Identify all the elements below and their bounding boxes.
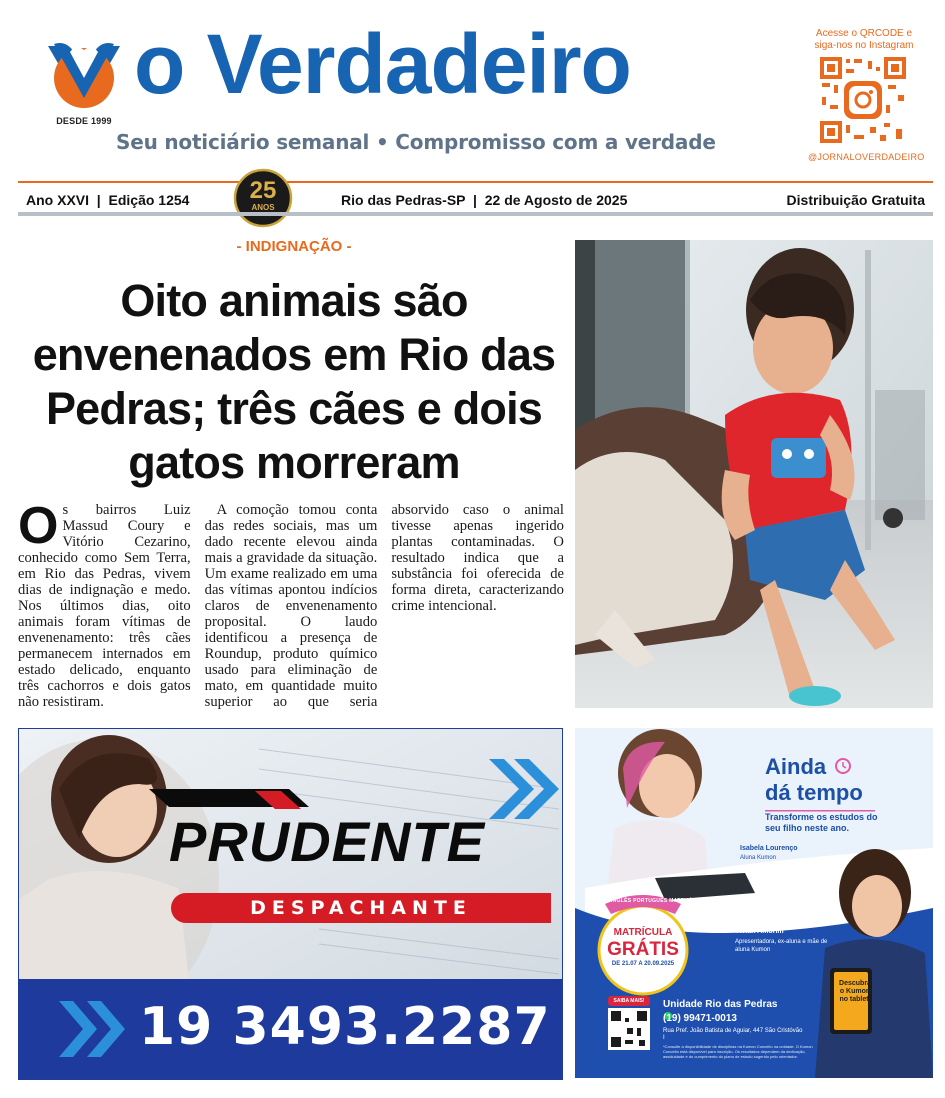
- location-separator: |: [469, 192, 485, 208]
- masthead: [0, 0, 945, 175]
- article-headline[interactable]: Oito animais são envenenados em Rio das Pedras; três cães e dois gatos morreram: [32, 275, 556, 488]
- kumon-saiba-mais[interactable]: SAIBA MAIS!: [608, 996, 650, 1006]
- drop-cap: O: [18, 502, 59, 555]
- edition-separator: |: [92, 192, 109, 208]
- child-with-dog-photo[interactable]: [575, 240, 933, 708]
- article-paragraph-2: A comoção tomou conta das redes sociais, mas um dado recente elevou ainda mais a gravidade da situação. Um exame realizado em uma das vítimas apontou indícios claros de envenenamento proposital. O laudo identificou a presença de Roundup, produto químico usado para eliminação de mato, em quantidade muito superior ao que seria absorvido caso o animal tivesse apenas ingerido plantas contaminadas. O resultado indica que a substância foi oferecida de forma direta, caracterizando crime intencional.: [204, 502, 564, 710]
- ad-phone-band: [19, 979, 562, 1079]
- edition-year: Ano XXVI: [26, 192, 90, 208]
- kumon-title-line1: Ainda: [765, 754, 827, 779]
- kumon-ad[interactable]: [575, 728, 933, 1078]
- edition-location: Rio das Pedras-SP: [341, 192, 466, 208]
- anniversary-badge-icon: [226, 168, 300, 228]
- kumon-subjects: INGLÊS PORTUGUÊS MATEMÁTICA: [611, 898, 706, 904]
- article-kicker: - INDIGNAÇÃO -: [236, 238, 352, 255]
- edition-info: [26, 192, 189, 208]
- kumon-phone[interactable]: (19) 99471-0013: [663, 1013, 737, 1024]
- kumon-presenter-name: Vivian Amorim: [735, 928, 784, 935]
- instagram-qr-code-icon[interactable]: [818, 55, 908, 145]
- badge-word: ANOS: [251, 203, 275, 212]
- edition-bar-bottom-rule: [18, 212, 933, 216]
- since-label: DESDE 1999: [56, 116, 112, 126]
- article-paragraph-1: s bairros Luiz Massud Coury e Vitório Cezarino, conhecido como Sem Terra, em Rio das Pedras, vivem dias de indignação e medo. Nos últimos dias, oito animais foram vítimas de envenenamento: três cães permanecem internados em estado delicado, enquanto três cachorros e dois gatos não resistiram.: [18, 502, 191, 710]
- kumon-title-line2: dá tempo: [765, 780, 863, 805]
- kumon-student-name: Isabela Lourenço: [740, 845, 798, 852]
- qr-caption: [814, 28, 914, 52]
- double-chevron-right-icon: [59, 1001, 129, 1057]
- prudente-despachante-ad[interactable]: [18, 728, 563, 1080]
- kumon-matricula: MATRÍCULA: [613, 927, 673, 938]
- edition-bar-top-rule: [18, 181, 933, 183]
- tagline: Seu noticiário semanal • Compromisso com a verdade: [116, 130, 716, 154]
- verdadeiro-logo-icon: [44, 38, 124, 110]
- kumon-dates: DE 21.07 A 20.09.2025: [611, 961, 675, 967]
- kumon-gratis: GRÁTIS: [607, 939, 679, 960]
- newspaper-title[interactable]: o Verdadeiro: [134, 17, 631, 111]
- prudente-brand: PRUDENTE: [169, 810, 486, 873]
- kumon-presenter-role: Apresentadora, ex-aluna e mãe de aluna Kumon: [735, 939, 828, 953]
- article-paragraph: [18, 502, 191, 710]
- kumon-tablet-text: Descubra o Kumon no tablet.: [839, 980, 871, 1003]
- edition-location-date: [341, 192, 627, 208]
- distribution-label: Distribuição Gratuita: [786, 192, 925, 208]
- despachante-label: DESPACHANTE: [250, 897, 472, 919]
- edition-number: Edição 1254: [108, 192, 190, 208]
- kumon-student-role: Aluna Kumon: [740, 855, 777, 861]
- kumon-subtitle: Transforme os estudos do seu filho neste ano.: [765, 812, 878, 833]
- instagram-handle[interactable]: @JORNALOVERDADEIRO: [808, 152, 925, 162]
- prudente-phone[interactable]: 19 3493.2287: [139, 997, 551, 1057]
- article-body: [18, 502, 564, 716]
- kumon-address: Rua Pref. João Batista de Aguiar, 447 São Cristóvão I: [663, 1028, 803, 1041]
- qr-caption-line1: Acesse o QRCODE e: [815, 28, 913, 39]
- qr-caption-line2: siga-nos no Instagram: [814, 40, 914, 51]
- badge-number: 25: [249, 177, 277, 204]
- kumon-unit: Unidade Rio das Pedras: [663, 999, 778, 1010]
- kumon-fine-print: *Consulte a disponibilidade de disciplinas na Kumon Conceito na unidade. O Kumon Conceito está disponível para inscrição. Os resultados dependem da dedicação, assiduidade e do cumprimento do plano de estudo sugerido pelo orientador.: [663, 1044, 813, 1059]
- edition-date: 22 de Agosto de 2025: [484, 192, 628, 208]
